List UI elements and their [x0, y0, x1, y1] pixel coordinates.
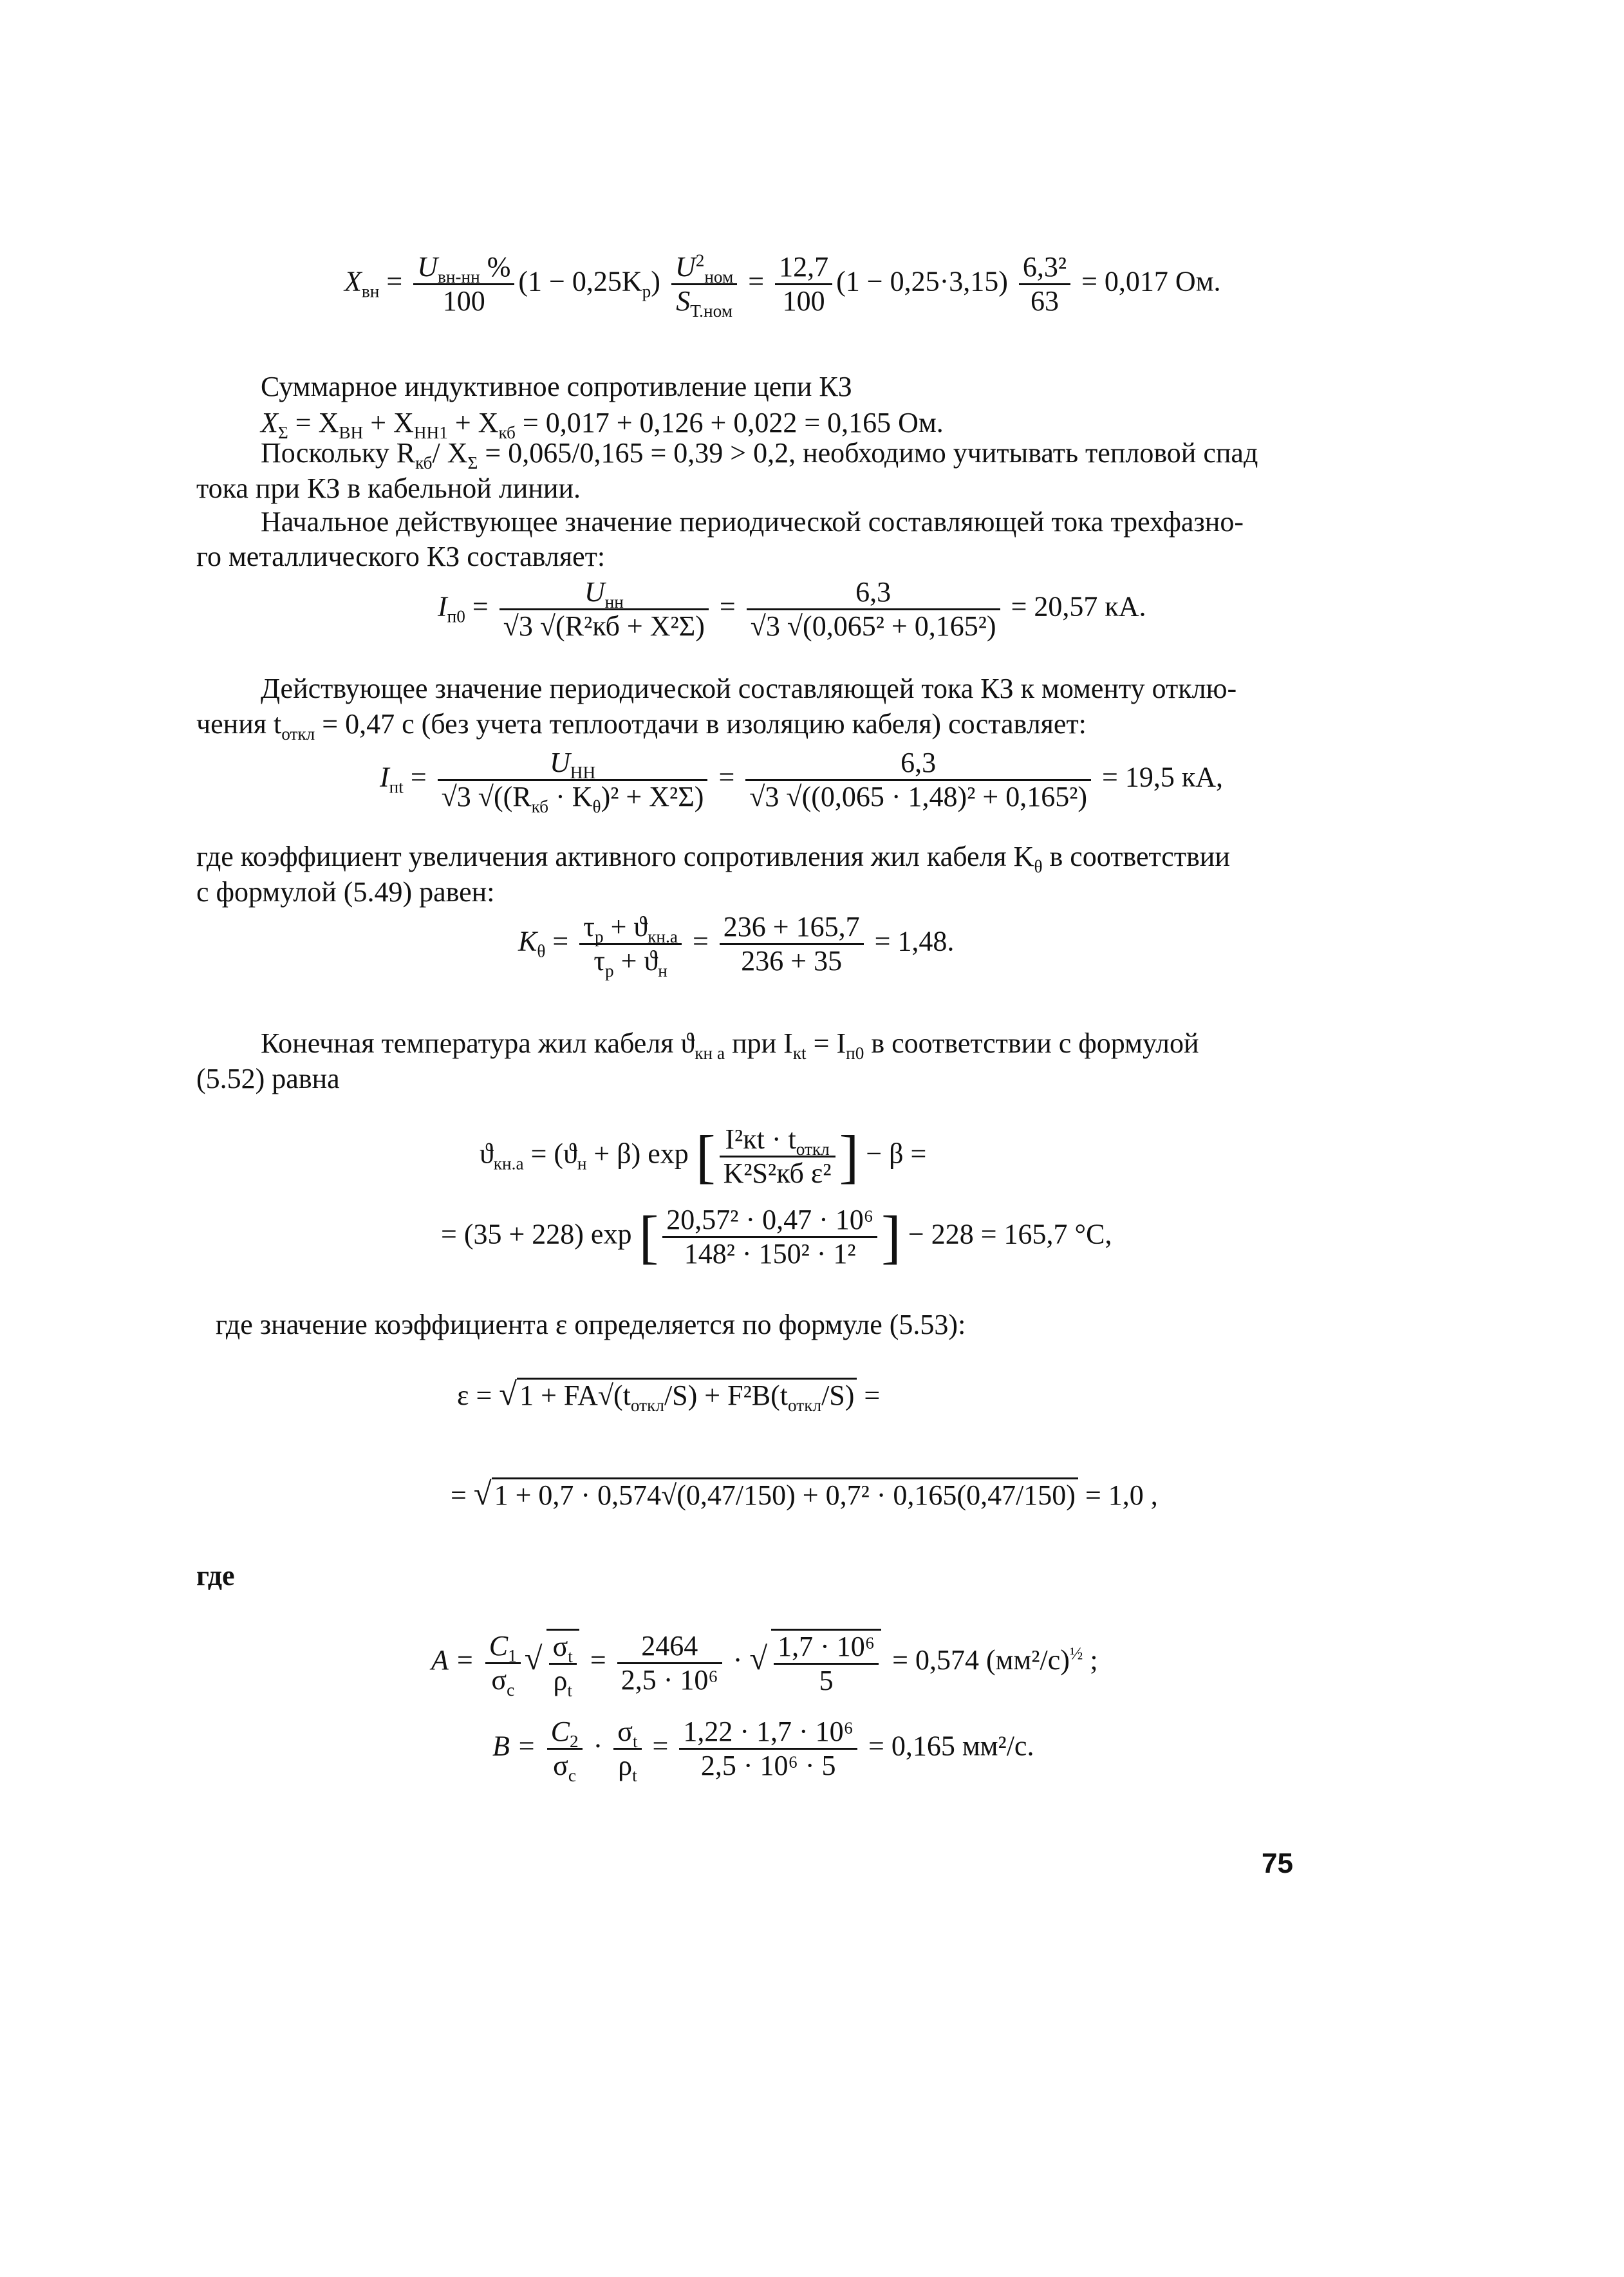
eq-text: τ	[583, 911, 595, 942]
eq-text: =	[451, 1479, 467, 1511]
eq-text: =	[748, 265, 765, 297]
eq-text: − β =	[866, 1138, 927, 1170]
paragraph-since	[261, 435, 1258, 471]
eq-subscript: пt	[389, 777, 404, 797]
eq-subscript: θ	[592, 796, 601, 816]
eq-text: /S)	[821, 1380, 855, 1411]
eq-numerator: 6,3	[747, 576, 1000, 610]
equation-b: B = $\frac{C_2}{\sigma_c}$ · $\frac{\sigma_t}{\rho_t}$ = $\frac{\text{1,22 · 1,7 · 10⁶}}{\text{2,5 · 10⁶ · 5}}$ = 0,165 мм²/с.	[492, 1716, 1034, 1785]
fraction	[745, 747, 1091, 813]
eq-subscript: вн-нн	[437, 267, 480, 286]
eq-subscript: НН	[570, 762, 596, 782]
sqrt-sign: √	[524, 1640, 543, 1677]
eq-subscript: н	[577, 1154, 587, 1174]
paragraph-final-line2: (5.52) равна	[196, 1063, 340, 1094]
eq-text: %	[480, 251, 511, 283]
eq-denominator: √3 √((0,065 · 1,48)² + 0,165²)	[749, 781, 1088, 812]
fraction	[499, 576, 709, 642]
fraction	[617, 1630, 722, 1696]
eq-text: )	[651, 265, 660, 297]
equation-ip0: $I_{п0}$ = $\frac{U_{нн}}{\text{√3 √(R²кб + X²Σ)}}$ = $\frac{6,3}{\text{√3 √(0,065² + 0,165²)}}$ = 20,57 кА.	[438, 576, 1146, 642]
eq-text: где коэффициент увеличения активного сопротивления жил кабеля K	[196, 841, 1034, 872]
eq-subscript: вн	[361, 281, 380, 301]
eq-text: = 0,47 с (без учета теплоотдачи в изоляцию кабеля) составляет:	[315, 708, 1087, 740]
fraction	[1019, 251, 1070, 317]
eq-superscript: 2	[695, 250, 705, 270]
eq-denominator: 100	[782, 285, 825, 317]
fraction	[546, 1629, 579, 1700]
paragraph-sum-intro: Суммарное индуктивное сопротивление цепи КЗ	[261, 371, 852, 402]
eq-symbol: U	[584, 576, 605, 608]
equation-ktheta: $K_\theta$ = $\frac{\tau_р + ϑ_{кн.а}}{\tau_р + ϑ_н}$ = $\frac{236 + 165,7}{236 + 35}$ = 1,48.	[518, 911, 955, 980]
paragraph-since-line2: тока при КЗ в кабельной линии.	[196, 473, 581, 504]
eq-subscript: θ	[1034, 856, 1043, 876]
eq-subscript: Σ	[467, 453, 478, 473]
where-label: где	[196, 1560, 235, 1591]
eq-subscript: кб	[415, 453, 433, 473]
eq-numerator: 20,57² · 0,47 · 10⁶	[662, 1204, 877, 1238]
eq-subscript: t	[568, 1646, 573, 1666]
eq-result: = 1,48.	[874, 925, 955, 957]
eq-subscript: Т.ном	[690, 301, 733, 321]
eq-symbol: X	[344, 265, 362, 297]
eq-text: = I	[806, 1027, 846, 1059]
eq-symbol: C	[489, 1629, 509, 1662]
eq-text: /S) + F²B(t	[664, 1380, 789, 1411]
paragraph-acting-line2	[196, 706, 1087, 742]
eq-symbol: I	[380, 761, 389, 793]
eq-result: = 0,574 (мм²/с)	[892, 1644, 1070, 1676]
paragraph-coef-line2: с формулой (5.49) равен:	[196, 876, 495, 908]
eq-text: ρ	[618, 1750, 633, 1781]
eq-text: + X	[363, 407, 414, 438]
eq-denominator: K²S²кб ε²	[723, 1157, 832, 1189]
eq-text: при I	[725, 1027, 793, 1059]
eq-subscript: кн.а	[648, 926, 678, 946]
eq-subscript: θ	[537, 941, 546, 961]
eq-numerator: 236 + 165,7	[720, 911, 864, 945]
paragraph-acting-line1: Действующее значение периодической составляющей тока КЗ к моменту отклю-	[261, 673, 1237, 704]
paragraph-coef-line1	[196, 839, 1230, 875]
fraction	[671, 250, 737, 321]
eq-subscript: кн а	[695, 1043, 725, 1063]
eq-text: = (ϑ	[523, 1138, 577, 1170]
fraction	[720, 911, 864, 977]
eq-symbol: C	[550, 1716, 570, 1747]
page-number: 75	[1262, 1848, 1293, 1879]
eq-subscript: п0	[447, 606, 465, 626]
equation-eps-line2	[451, 1477, 1158, 1512]
eq-denominator: 5	[819, 1665, 834, 1696]
eq-text: + ϑ	[613, 945, 658, 977]
right-bracket: ]	[881, 1204, 901, 1270]
radicand	[517, 1378, 857, 1415]
eq-text: ρ	[553, 1665, 568, 1696]
eq-text: σ	[552, 1631, 568, 1662]
eq-subscript: нн	[604, 592, 624, 612]
eq-denominator: 2,5 · 10⁶ · 5	[700, 1750, 836, 1781]
eq-denominator: √3 √(R²кб + X²Σ)	[503, 610, 705, 642]
radicand: 1 + 0,7 · 0,574√(0,47/150) + 0,7² · 0,165(0,47/150)	[492, 1477, 1078, 1512]
fraction	[771, 1629, 881, 1697]
eq-subscript: 2	[569, 1731, 579, 1751]
eq-subscript: c	[568, 1765, 576, 1785]
fraction	[662, 1204, 877, 1270]
equation-theta-line1	[480, 1123, 926, 1190]
eq-subscript: кб	[531, 796, 549, 816]
eq-text: σ	[617, 1716, 633, 1747]
eq-subscript: кн.а	[493, 1154, 524, 1174]
eq-text: σ	[553, 1750, 568, 1781]
eq-subscript: ВН	[339, 422, 364, 442]
sqrt-sign: √	[749, 1640, 768, 1677]
right-bracket: ]	[839, 1123, 859, 1190]
eq-subscript: t	[632, 1765, 637, 1785]
eq-numerator: 1,7 · 10⁶	[774, 1631, 879, 1665]
eq-subscript: t	[632, 1731, 638, 1751]
paragraph-final-line1	[261, 1026, 1199, 1062]
fraction	[485, 1629, 521, 1700]
eq-symbol: S	[676, 285, 691, 317]
eq-numerator: 6,3	[745, 747, 1091, 781]
eq-text: + β) exp	[586, 1138, 689, 1170]
eq-denominator: 100	[442, 285, 485, 317]
eq-text: ϑ	[480, 1138, 494, 1170]
eq-result: = 0,165 мм²/с.	[868, 1730, 1034, 1762]
eq-numerator: 2464	[617, 1630, 722, 1664]
eq-text: Поскольку R	[261, 437, 416, 469]
left-bracket: [	[695, 1123, 716, 1190]
eq-subscript: НН1	[413, 422, 448, 442]
eq-subscript: 1	[508, 1645, 517, 1665]
equation-eps-line1	[457, 1376, 881, 1415]
eq-numerator: 1,22 · 1,7 · 10⁶	[679, 1716, 857, 1750]
eq-subscript: р	[594, 926, 604, 946]
fraction	[579, 911, 682, 980]
eq-text: σ	[491, 1663, 507, 1696]
eq-numerator: 6,3²	[1019, 251, 1070, 285]
fraction	[613, 1716, 641, 1785]
eq-text: в соответствии с формулой	[864, 1027, 1199, 1059]
paragraph-initial-line1: Начальное действующее значение периодической составляющей тока трехфазно-	[261, 506, 1244, 538]
eq-subscript: t	[567, 1680, 572, 1700]
eq-text: = (35 + 228) exp	[441, 1218, 632, 1250]
eq-text: − 228 = 165,7 °С,	[908, 1218, 1112, 1250]
eq-symbol: A =	[431, 1644, 474, 1676]
eq-text: = 0,065/0,165 = 0,39 > 0,2, необходимо учитывать тепловой спад	[478, 437, 1258, 469]
eq-symbol: X	[261, 407, 278, 438]
left-bracket: [	[639, 1204, 659, 1270]
sqrt-sign: √	[499, 1376, 518, 1412]
fraction	[679, 1716, 857, 1782]
eq-text: = X	[288, 407, 339, 438]
eq-subscript: c	[507, 1680, 515, 1700]
fraction	[747, 576, 1000, 642]
equation-a: A = $\frac{C_1}{\sigma_c}$ √ $\frac{\sigma_t}{\rho_t}$ = $\frac{2464}{\text{2,5 · 10⁶}}$ · √ $\frac{\text{1,7 · 10⁶}}{5}$ = 0,574 $(мм^2/с)^{\frac{1}{2}}$ ;	[431, 1629, 1098, 1700]
fraction	[547, 1716, 583, 1785]
sqrt-sign: √	[473, 1476, 492, 1512]
eq-text: τ	[593, 945, 606, 977]
eq-text: Конечная температура жил кабеля ϑ	[261, 1027, 695, 1059]
eq-text: в соответствии	[1042, 841, 1230, 872]
eq-text: = 0,017 + 0,126 + 0,022 = 0,165 Ом.	[515, 407, 944, 438]
eq-text: + X	[447, 407, 499, 438]
eq-denominator: √3 √(0,065² + 0,165²)	[750, 610, 996, 642]
eq-text: I²кt · t	[725, 1123, 796, 1155]
eq-symbol: K	[518, 925, 537, 957]
eq-text: ε =	[457, 1380, 492, 1411]
eq-result: = 0,017 Ом.	[1081, 265, 1221, 297]
eq-symbol: I	[438, 590, 447, 623]
eq-text: + ϑ	[603, 911, 648, 942]
eq-subscript: кб	[498, 422, 516, 442]
eq-symbol: U	[675, 251, 696, 283]
eq-result: = 20,57 кА.	[1011, 590, 1146, 623]
eq-subscript: ном	[704, 267, 734, 286]
eq-result: = 19,5 кА,	[1102, 761, 1224, 793]
equation-xvn: $X_{вн}$ = $\frac{U_{вн-нн} \%}{100}$ $(1 - 0,25K_р)$ $\frac{U^2_{ном}}{S_{Т.ном}}$ = $\frac{12,7}{100}$ (1 − 0,25·3,15) $\frac{\text{6,3²}}{63}$ = 0,017 Ом.	[344, 250, 1221, 321]
eq-text: √3 √((R	[441, 781, 532, 812]
eq-denominator: 63	[1031, 285, 1059, 317]
eq-text: (1 − 0,25·3,15)	[836, 265, 1008, 297]
eq-subscript: п0	[846, 1043, 864, 1063]
eq-denominator: 2,5 · 10⁶	[621, 1663, 718, 1696]
paragraph-initial-line2: го металлического КЗ составляет:	[196, 541, 606, 572]
eq-symbol: B =	[492, 1730, 536, 1762]
fraction	[720, 1123, 835, 1190]
eq-subscript: откл	[788, 1395, 822, 1415]
eq-numerator: 12,7	[775, 251, 832, 285]
eq-text: ;	[1083, 1644, 1098, 1676]
eq-subscript: кt	[792, 1043, 807, 1063]
eq-text: / X	[432, 437, 468, 469]
eq-symbol: U	[549, 747, 570, 778]
eq-subscript: р	[642, 281, 651, 301]
eq-subscript: н	[658, 960, 667, 980]
eq-subscript: откл	[630, 1395, 664, 1415]
eq-result: = 1,0 ,	[1085, 1479, 1158, 1511]
fraction	[775, 251, 832, 317]
eq-subscript: Σ	[277, 422, 288, 442]
eq-text: =	[864, 1380, 881, 1411]
eq-text: чения t	[196, 708, 282, 740]
eq-symbol: U	[417, 251, 438, 283]
eq-text: )² + X²Σ)	[601, 781, 704, 812]
eq-superscript: ½	[1069, 1644, 1083, 1663]
eq-text: 1 + FA√(t	[519, 1380, 631, 1411]
equation-theta-line2	[441, 1204, 1112, 1270]
fraction	[438, 747, 708, 816]
paragraph-epsilon: где значение коэффициента ε определяется по формуле (5.53):	[216, 1309, 966, 1340]
fraction	[413, 251, 514, 317]
eq-text: (1 − 0,25K	[518, 265, 642, 297]
eq-subscript: откл	[281, 724, 315, 744]
eq-denominator: 236 + 35	[741, 945, 843, 977]
eq-denominator: 148² · 150² · 1²	[684, 1238, 856, 1270]
eq-text: · K	[548, 781, 593, 812]
equation-ipt: $I_{пt}$ = $\frac{U_{НН}}{√3 √((R_{кб} \cdot K_\theta)^2 + X^2\Sigma)}$ = $\frac{6,3}{\text{√3 √((0,065 · 1,48)² + 0,165²)}}$ = 19,5 кА,	[380, 747, 1224, 816]
eq-subscript: откл	[796, 1139, 830, 1159]
eq-subscript: р	[605, 960, 614, 980]
